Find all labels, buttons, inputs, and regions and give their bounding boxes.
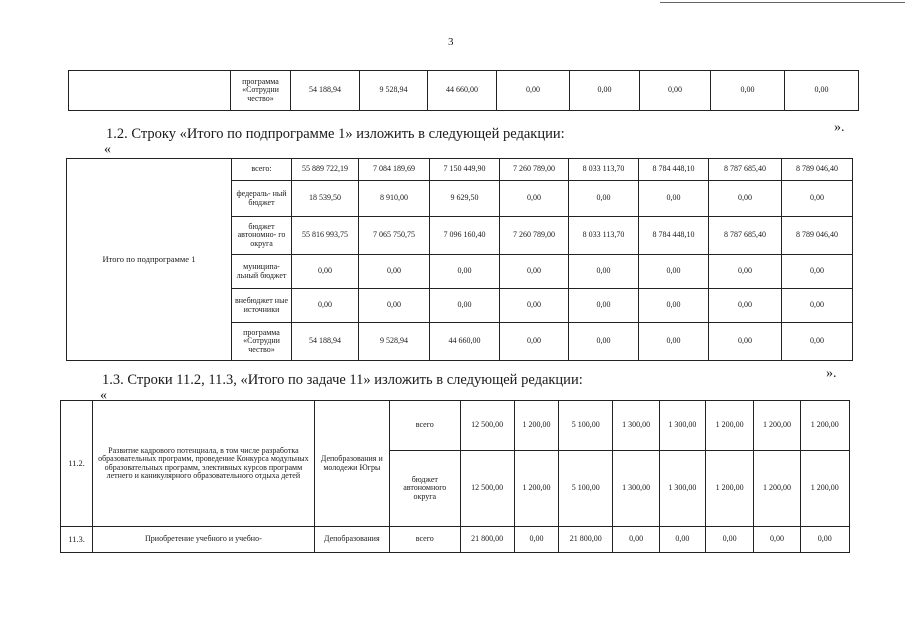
row-label: бюджет автономно- го округа xyxy=(232,217,292,255)
value-cell: 8 789 046,40 xyxy=(782,217,853,255)
table-row xyxy=(61,401,850,451)
value-cell: 7 260 789,00 xyxy=(500,159,569,181)
value-cell: 1 300,00 xyxy=(659,401,705,451)
value-cell: 21 800,00 xyxy=(460,527,514,553)
quote-close: ». xyxy=(834,120,845,135)
section-1-2-heading: 1.2. Строку «Итого по подпрограмме 1» изложить в следующей редакции: xyxy=(106,126,565,142)
value-cell: 0,00 xyxy=(709,323,782,361)
value-cell: 0,00 xyxy=(639,255,709,289)
empty-cell xyxy=(69,71,231,111)
value-cell: 0,00 xyxy=(569,255,639,289)
value-cell: 0,00 xyxy=(613,527,659,553)
value-cell: 7 096 160,40 xyxy=(430,217,500,255)
value-cell: 0,00 xyxy=(359,255,430,289)
value-cell: 0,00 xyxy=(569,181,639,217)
value-cell: 44 660,00 xyxy=(428,71,497,111)
value-cell: 1 200,00 xyxy=(754,451,800,527)
table-section-1-2 xyxy=(66,158,853,361)
value-cell: 8 784 448,10 xyxy=(639,159,709,181)
value-cell: 0,00 xyxy=(800,527,849,553)
value-cell: 8 787 685,40 xyxy=(709,159,782,181)
value-cell: 7 065 750,75 xyxy=(359,217,430,255)
value-cell: 0,00 xyxy=(514,527,558,553)
value-cell: 5 100,00 xyxy=(559,401,613,451)
value-cell: 18 539,50 xyxy=(292,181,359,217)
value-cell: 1 200,00 xyxy=(706,451,754,527)
quote-open: « xyxy=(100,388,107,403)
value-cell: 7 150 449,90 xyxy=(430,159,500,181)
row-title: Итого по подпрограмме 1 xyxy=(67,159,232,361)
value-cell: 1 300,00 xyxy=(613,401,659,451)
value-cell: 54 188,94 xyxy=(291,71,360,111)
quote-close: ». xyxy=(826,366,837,381)
value-cell: 0,00 xyxy=(569,323,639,361)
table-row xyxy=(67,159,853,181)
value-cell: 8 787 685,40 xyxy=(709,217,782,255)
value-cell: 9 528,94 xyxy=(360,71,428,111)
value-cell: 55 889 722,19 xyxy=(292,159,359,181)
section-1-3-heading: 1.3. Строки 11.2, 11.3, «Итого по задаче 11» изложить в следующей редакции: xyxy=(102,372,583,388)
value-cell: 54 188,94 xyxy=(292,323,359,361)
value-cell: 1 300,00 xyxy=(659,451,705,527)
row-number: 11.2. xyxy=(61,401,93,527)
value-cell: 1 200,00 xyxy=(754,401,800,451)
value-cell: 0,00 xyxy=(500,323,569,361)
value-cell: 8 910,00 xyxy=(359,181,430,217)
executor: Депобразования xyxy=(314,527,389,553)
executor: Депобразования и молодежи Югры xyxy=(314,401,389,527)
page-number: 3 xyxy=(448,36,454,48)
value-cell: 12 500,00 xyxy=(460,451,514,527)
value-cell: 0,00 xyxy=(569,289,639,323)
activity-title: Развитие кадрового потенциала, в том числе разработка образовательных программ, проведение Конкурса модульных образовательных программ, элективных курсов программ летнего и каникулярного образовательного отдыха детей xyxy=(93,401,314,527)
value-cell: 8 033 113,70 xyxy=(569,159,639,181)
value-cell: 0,00 xyxy=(782,289,853,323)
table-row xyxy=(69,71,859,111)
value-cell: 0,00 xyxy=(430,255,500,289)
value-cell: 1 200,00 xyxy=(800,451,849,527)
value-cell: 7 260 789,00 xyxy=(500,217,569,255)
value-cell: 44 660,00 xyxy=(430,323,500,361)
row-label: муниципа- льный бюджет xyxy=(232,255,292,289)
value-cell: 0,00 xyxy=(782,255,853,289)
value-cell: 0,00 xyxy=(500,181,569,217)
row-number: 11.3. xyxy=(61,527,93,553)
value-cell: 0,00 xyxy=(500,289,569,323)
value-cell: 0,00 xyxy=(754,527,800,553)
row-label: программа «Сотрудни чество» xyxy=(231,71,291,111)
value-cell: 0,00 xyxy=(639,289,709,323)
row-label: всего xyxy=(390,401,460,451)
value-cell: 0,00 xyxy=(570,71,640,111)
value-cell: 0,00 xyxy=(709,255,782,289)
value-cell: 0,00 xyxy=(711,71,785,111)
row-label: программа «Сотрудни чество» xyxy=(232,323,292,361)
value-cell: 8 784 448,10 xyxy=(639,217,709,255)
value-cell: 21 800,00 xyxy=(559,527,613,553)
value-cell: 5 100,00 xyxy=(559,451,613,527)
value-cell: 0,00 xyxy=(659,527,705,553)
value-cell: 9 528,94 xyxy=(359,323,430,361)
value-cell: 1 200,00 xyxy=(514,451,558,527)
value-cell: 0,00 xyxy=(500,255,569,289)
scan-edge-line xyxy=(660,2,905,3)
row-label: федераль- ный бюджет xyxy=(232,181,292,217)
row-label: внебюджет ные источники xyxy=(232,289,292,323)
value-cell: 0,00 xyxy=(497,71,570,111)
value-cell: 0,00 xyxy=(359,289,430,323)
row-label: бюджет автономного округа xyxy=(390,451,460,527)
value-cell: 0,00 xyxy=(639,181,709,217)
value-cell: 0,00 xyxy=(782,181,853,217)
value-cell: 0,00 xyxy=(709,289,782,323)
value-cell: 55 816 993,75 xyxy=(292,217,359,255)
value-cell: 8 789 046,40 xyxy=(782,159,853,181)
value-cell: 8 033 113,70 xyxy=(569,217,639,255)
quote-open: « xyxy=(104,142,111,157)
value-cell: 1 200,00 xyxy=(800,401,849,451)
value-cell: 1 200,00 xyxy=(514,401,558,451)
table-top-fragment xyxy=(68,70,859,111)
value-cell: 9 629,50 xyxy=(430,181,500,217)
value-cell: 1 300,00 xyxy=(613,451,659,527)
activity-title: Приобретение учебного и учебно- xyxy=(93,527,314,553)
row-label: всего: xyxy=(232,159,292,181)
value-cell: 0,00 xyxy=(639,323,709,361)
value-cell: 0,00 xyxy=(785,71,859,111)
value-cell: 0,00 xyxy=(292,289,359,323)
value-cell: 12 500,00 xyxy=(460,401,514,451)
value-cell: 0,00 xyxy=(292,255,359,289)
value-cell: 0,00 xyxy=(430,289,500,323)
value-cell: 7 084 189,69 xyxy=(359,159,430,181)
value-cell: 0,00 xyxy=(640,71,711,111)
value-cell: 0,00 xyxy=(709,181,782,217)
value-cell: 0,00 xyxy=(782,323,853,361)
value-cell: 0,00 xyxy=(706,527,754,553)
table-row xyxy=(61,527,850,553)
value-cell: 1 200,00 xyxy=(706,401,754,451)
table-section-1-3 xyxy=(60,400,850,553)
row-label: всего xyxy=(390,527,460,553)
